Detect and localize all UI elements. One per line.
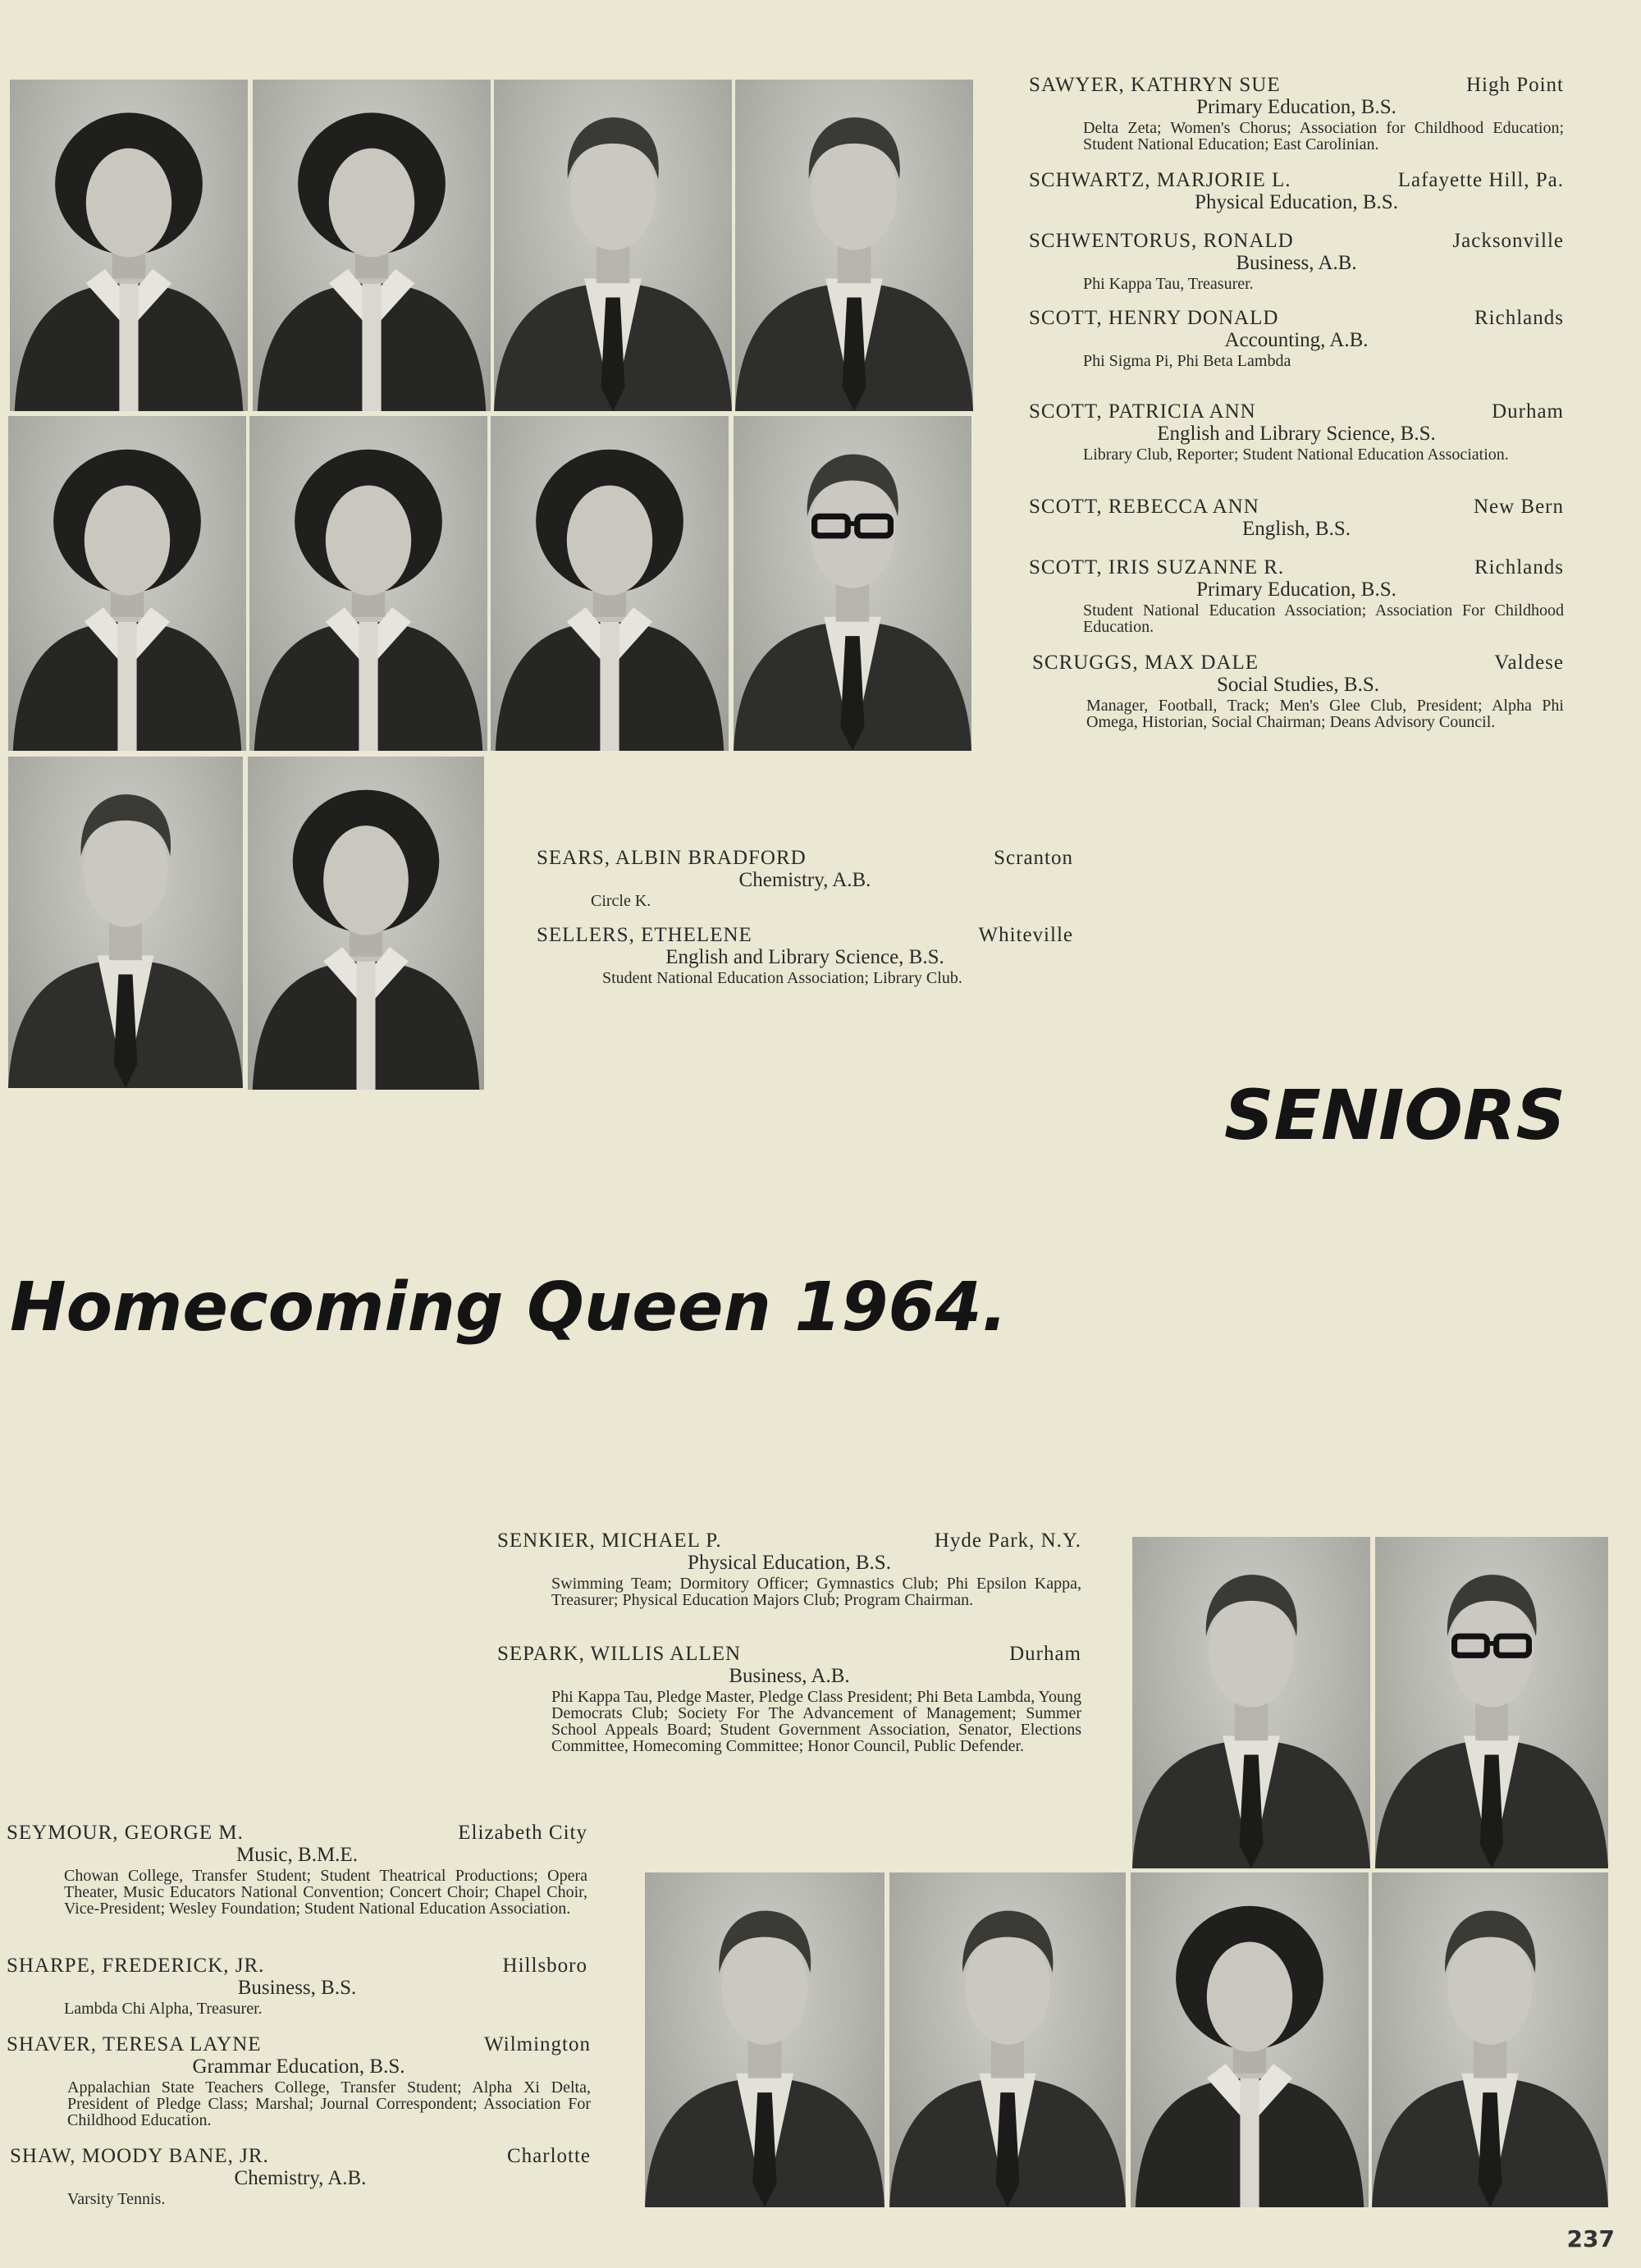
senior-entry (7, 1822, 587, 1917)
portrait-photo (248, 757, 484, 1090)
senior-name: SEYMOUR, GEORGE M. (7, 1822, 244, 1844)
senior-entry (497, 1643, 1081, 1754)
senior-name: SEARS, ALBIN BRADFORD (537, 847, 807, 869)
senior-entry (7, 2033, 591, 2129)
senior-hometown: Richlands (1474, 307, 1564, 329)
senior-hometown: Elizabeth City (458, 1822, 587, 1844)
senior-hometown: Scranton (994, 847, 1073, 869)
senior-entry (1029, 230, 1564, 292)
senior-hometown: New Bern (1473, 496, 1564, 518)
portrait-photo (249, 416, 487, 751)
senior-degree: Primary Education, B.S. (1196, 96, 1396, 118)
senior-name: SHARPE, FREDERICK, JR. (7, 1955, 265, 1977)
senior-name: SELLERS, ETHELENE (537, 924, 752, 946)
senior-name: SCRUGGS, MAX DALE (1032, 652, 1259, 674)
senior-degree: Social Studies, B.S. (1217, 674, 1379, 696)
senior-activities: Swimming Team; Dormitory Officer; Gymnastics Club; Phi Epsilon Kappa, Treasurer; Physical Education Majors Club; Program Chairman. (551, 1575, 1081, 1609)
senior-name: SCOTT, PATRICIA ANN (1029, 400, 1256, 423)
senior-activities: Chowan College, Transfer Student; Student Theatrical Productions; Opera Theater, Music Educators National Convention; Concert Choir; Chapel Choir, Vice-President; Wesley Foundation; Student National Education Association. (64, 1867, 587, 1918)
portrait-photo (8, 757, 243, 1088)
portrait-photo (1375, 1537, 1608, 1868)
senior-entry (1029, 307, 1564, 369)
senior-degree: English and Library Science, B.S. (1157, 423, 1436, 445)
senior-degree: Chemistry, A.B. (234, 2167, 367, 2189)
senior-hometown: Durham (1009, 1643, 1081, 1665)
section-title: SENIORS (1224, 1075, 1566, 1155)
senior-hometown: Hyde Park, N.Y. (934, 1530, 1081, 1552)
page-number: 237 (1566, 2225, 1615, 2252)
senior-entry (1029, 74, 1564, 153)
senior-degree: Business, A.B. (1236, 252, 1357, 274)
senior-name: SHAVER, TERESA LAYNE (7, 2033, 262, 2055)
senior-name: SHAW, MOODY BANE, JR. (10, 2145, 269, 2167)
senior-degree: Physical Education, B.S. (688, 1552, 891, 1574)
senior-activities: Phi Kappa Tau, Pledge Master, Pledge Class President; Phi Beta Lambda, Young Democrats Club; Society For The Advancement of Management; Summer School Appeals Board; Student Government Association, Senator, Elections Committee, Homecoming Committee; Honor Council, Public Defender. (551, 1688, 1081, 1755)
senior-hometown: Valdese (1494, 652, 1564, 674)
senior-hometown: Hillsboro (502, 1955, 587, 1977)
senior-entry (7, 1955, 587, 2017)
senior-name: SENKIER, MICHAEL P. (497, 1530, 722, 1552)
senior-activities: Student National Education Association; Library Club. (602, 969, 962, 987)
portrait-photo (1132, 1537, 1370, 1868)
senior-hometown: Wilmington (484, 2033, 591, 2055)
senior-activities: Phi Sigma Pi, Phi Beta Lambda (1083, 352, 1291, 370)
senior-entry (537, 924, 1073, 986)
senior-hometown: Whiteville (978, 924, 1073, 946)
portrait-photo (734, 416, 971, 751)
senior-entry (537, 847, 1073, 909)
senior-activities: Lambda Chi Alpha, Treasurer. (64, 2000, 263, 2018)
senior-degree: Business, B.S. (237, 1977, 357, 1999)
senior-name: SCOTT, HENRY DONALD (1029, 307, 1279, 329)
senior-name: SCOTT, REBECCA ANN (1029, 496, 1259, 518)
homecoming-caption: Homecoming Queen 1964. (10, 1269, 1008, 1347)
senior-activities: Manager, Football, Track; Men's Glee Club, President; Alpha Phi Omega, Historian, Social Chairman; Deans Advisory Council. (1086, 697, 1564, 731)
senior-activities: Library Club, Reporter; Student National Education Association. (1083, 446, 1509, 464)
senior-name: SCHWARTZ, MARJORIE L. (1029, 169, 1291, 191)
senior-name: SEPARK, WILLIS ALLEN (497, 1643, 742, 1665)
senior-hometown: High Point (1465, 74, 1564, 96)
senior-entry (1029, 169, 1564, 213)
senior-degree: Music, B.M.E. (236, 1844, 358, 1866)
senior-activities: Circle K. (591, 892, 651, 910)
senior-hometown: Richlands (1474, 556, 1564, 578)
senior-hometown: Lafayette Hill, Pa. (1397, 169, 1564, 191)
senior-hometown: Jacksonville (1452, 230, 1564, 252)
senior-degree: Grammar Education, B.S. (192, 2055, 405, 2078)
portrait-photo (253, 80, 491, 411)
portrait-photo (494, 80, 732, 411)
senior-name: SCOTT, IRIS SUZANNE R. (1029, 556, 1285, 578)
senior-entry (1029, 400, 1564, 463)
senior-degree: Chemistry, A.B. (738, 869, 871, 891)
portrait-photo (10, 80, 248, 411)
senior-degree: Business, A.B. (729, 1665, 850, 1687)
senior-degree: English, B.S. (1242, 518, 1351, 540)
portrait-photo (889, 1872, 1126, 2207)
senior-degree: Primary Education, B.S. (1196, 578, 1396, 601)
portrait-photo (491, 416, 729, 751)
senior-degree: English and Library Science, B.S. (665, 946, 944, 968)
senior-name: SCHWENTORUS, RONALD (1029, 230, 1294, 252)
portrait-photo (735, 80, 973, 411)
senior-entry (1029, 556, 1564, 635)
portrait-photo (645, 1872, 884, 2207)
portrait-photo (1131, 1872, 1369, 2207)
senior-degree: Accounting, A.B. (1224, 329, 1369, 351)
senior-hometown: Charlotte (506, 2145, 591, 2167)
portrait-photo (1372, 1872, 1608, 2207)
senior-degree: Physical Education, B.S. (1195, 191, 1398, 213)
senior-activities: Varsity Tennis. (67, 2190, 166, 2208)
senior-activities: Student National Education Association; Association For Childhood Education. (1083, 601, 1564, 636)
senior-entry (1029, 496, 1564, 540)
senior-name: SAWYER, KATHRYN SUE (1029, 74, 1281, 96)
senior-activities: Phi Kappa Tau, Treasurer. (1083, 275, 1254, 293)
senior-activities: Appalachian State Teachers College, Transfer Student; Alpha Xi Delta, President of Pledge Class; Marshal; Journal Correspondent; Association For Childhood Education. (67, 2078, 591, 2129)
senior-entry (10, 2145, 591, 2207)
senior-activities: Delta Zeta; Women's Chorus; Association for Childhood Education; Student National Education; East Carolinian. (1083, 119, 1564, 153)
senior-entry (497, 1530, 1081, 1608)
portrait-photo (8, 416, 246, 751)
senior-hometown: Durham (1492, 400, 1564, 423)
senior-entry (1032, 652, 1564, 730)
